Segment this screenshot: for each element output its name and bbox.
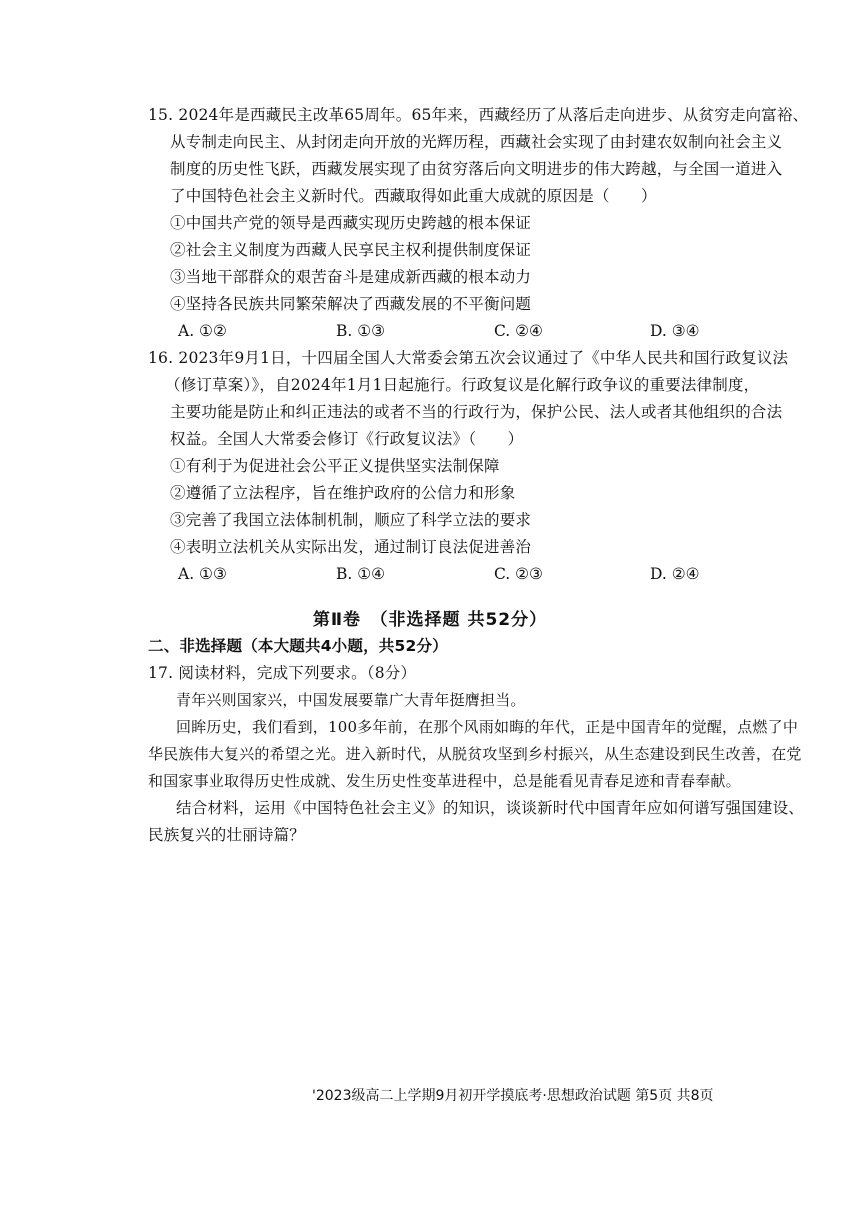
section-2-heading: 二、非选择题（本大题共4小题，共52分）: [148, 637, 448, 655]
section-2-title: 第Ⅱ卷 （非选择题 共52分）: [312, 610, 548, 630]
q16-option-d: D. ②④: [650, 565, 700, 583]
q15-statement-4: ④坚持各民族共同繁荣解决了西藏发展的不平衡问题: [170, 295, 532, 313]
page-footer: '2023级高二上学期9月初开学摸底考·思想政治试题 第5页 共8页: [312, 1088, 714, 1104]
q15-option-d: D. ③④: [650, 322, 700, 340]
q15-option-b: B. ①③: [336, 322, 386, 340]
q17-head: 17. 阅读材料，完成下列要求。（8分）: [148, 664, 417, 682]
q15-line-1: 15. 2024年是西藏民主改革65周年。65年来，西藏经历了从落后走向进步、从贫穷走向富裕、: [148, 106, 809, 124]
q15-option-a: A. ①②: [178, 322, 227, 340]
q16-option-b: B. ①④: [336, 565, 386, 583]
q16-statement-1: ①有利于为促进社会公平正义提供坚实法制保障: [170, 457, 500, 475]
q16-statement-4: ④表明立法机关从实际出发，通过制订良法促进善治: [170, 538, 532, 556]
q17-material-1: 青年兴则国家兴，中国发展要靠广大青年挺膺担当。: [176, 691, 526, 709]
q15-statement-1: ①中国共产党的领导是西藏实现历史跨越的根本保证: [170, 214, 532, 232]
q15-line-2: 从专制走向民主、从封闭走向开放的光辉历程，西藏社会实现了由封建农奴制向社会主义: [170, 133, 783, 151]
q16-option-c: C. ②③: [494, 565, 543, 583]
q17-material-3: 华民族伟大复兴的希望之光。进入新时代，从脱贫攻坚到乡村振兴，从生态建设到民生改善，在党: [148, 745, 802, 763]
q15-statement-3: ③当地干部群众的艰苦奋斗是建成新西藏的根本动力: [170, 268, 532, 286]
q16-line-3: 主要功能是防止和纠正违法的或者不当的行政行为，保护公民、法人或者其他组织的合法: [170, 403, 783, 421]
q15-option-c: C. ②④: [494, 322, 543, 340]
q17-material-4: 和国家事业取得历史性成就、发生历史性变革进程中，总是能看见青春足迹和青春奉献。: [148, 772, 741, 790]
q16-line-2: （修订草案）》，自2024年1月1日起施行。行政复议是化解行政争议的重要法律制度，: [165, 376, 760, 394]
q16-statement-3: ③完善了我国立法体制机制，顺应了科学立法的要求: [170, 511, 532, 529]
q16-line-1: 16. 2023年9月1日，十四届全国人大常委会第五次会议通过了《中华人民共和国行政复议法: [148, 349, 789, 367]
q17-prompt-2: 民族复兴的壮丽诗篇？: [148, 826, 306, 844]
q16-statement-2: ②遵循了立法程序，旨在维护政府的公信力和形象: [170, 484, 516, 502]
q16-option-a: A. ①③: [178, 565, 227, 583]
q17-prompt-1: 结合材料，运用《中国特色社会主义》的知识，谈谈新时代中国青年应如何谱写强国建设、: [176, 799, 805, 817]
q15-line-3: 制度的历史性飞跃，西藏发展实现了由贫穷落后向文明进步的伟大跨越，与全国一道进入: [170, 160, 783, 178]
q16-line-4: 权益。全国人大常委会修订《行政复议法》（ ）: [170, 430, 524, 448]
q15-line-4: 了中国特色社会主义新时代。西藏取得如此重大成就的原因是（ ）: [170, 187, 657, 205]
q15-statement-2: ②社会主义制度为西藏人民享民主权利提供制度保证: [170, 241, 532, 259]
q17-material-2: 回眸历史，我们看到，100多年前，在那个风雨如晦的年代，正是中国青年的觉醒，点燃了中: [176, 718, 799, 736]
